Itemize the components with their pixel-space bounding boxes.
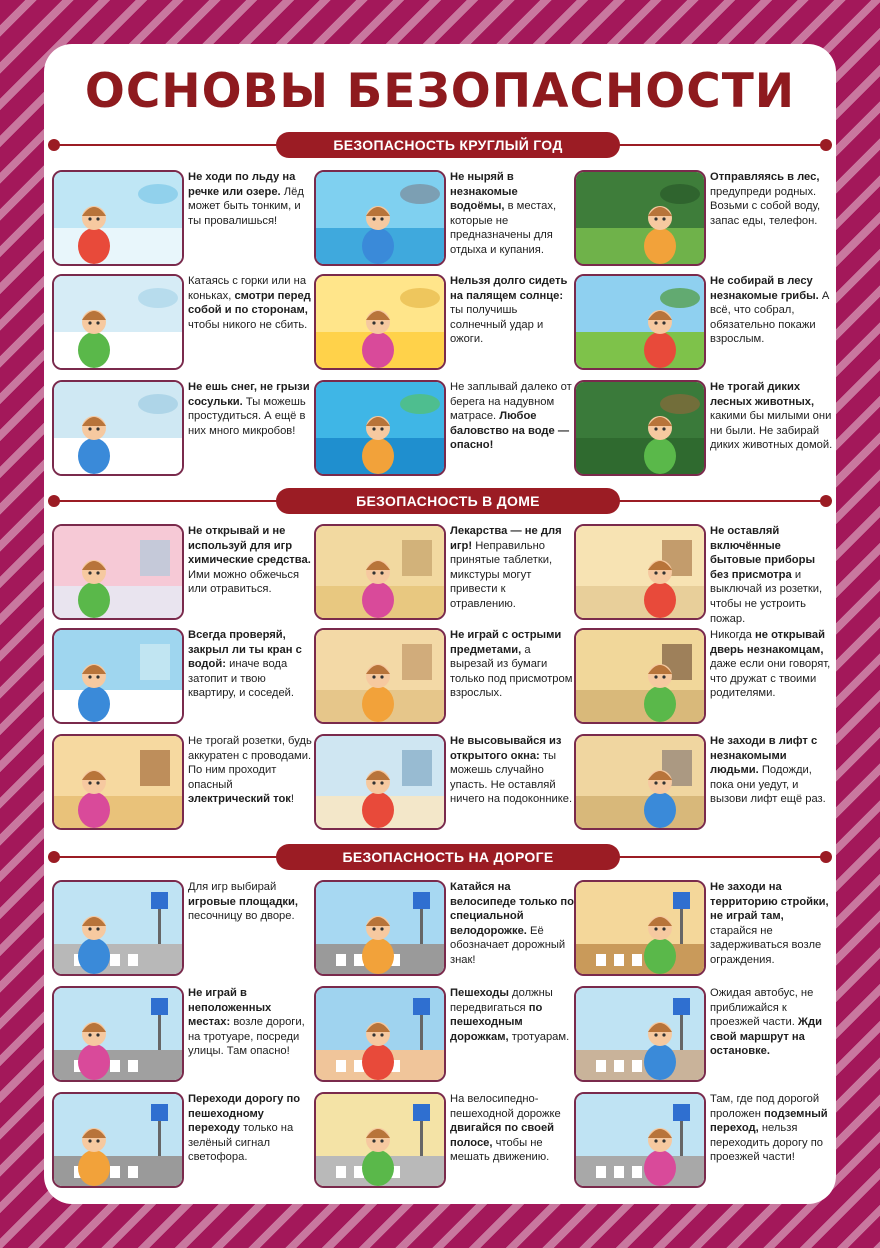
tip-text: [450, 274, 574, 347]
tip-text-bold: электрический ток: [188, 793, 291, 806]
tip-text: [450, 628, 574, 701]
tip-illustration: [314, 734, 446, 830]
safety-tip: [574, 734, 830, 830]
tip-illustration: [314, 170, 446, 266]
tip-text-regular: Ожидая автобус, не приближайся к проезжей части.: [710, 987, 814, 1029]
tip-text-bold: не открывай дверь незнакомцам,: [710, 629, 825, 656]
tip-text-regular: Ты можешь простудиться. А ещё в них много микробов!: [188, 395, 306, 437]
tip-text: [450, 880, 574, 968]
tip-text: [188, 524, 312, 597]
tip-text-bold: Не заходи на территорию стройки, не играй там,: [710, 881, 829, 923]
tip-text-bold: Жди свой маршрут на остановке.: [710, 1016, 822, 1058]
tip-text-regular: даже если они говорят, что дружат с твоими родителями.: [710, 658, 831, 700]
safety-tip: [52, 380, 308, 476]
tip-text-bold: Отправляясь в лес,: [710, 171, 820, 183]
safety-tip: [52, 1092, 308, 1188]
tip-text-bold: Не ныряй в незнакомые водоёмы,: [450, 171, 518, 213]
tip-text: [710, 986, 834, 1059]
tip-text-regular: Не трогай розетки, будь аккуратен с проводами. По ним проходит опасный: [188, 735, 312, 791]
tip-text: [450, 524, 574, 612]
tip-text-regular: какими бы милыми они ни были. Не забирай диких животных домой.: [710, 410, 833, 452]
tip-illustration: [314, 274, 446, 370]
tip-text-regular: Для игр выбирай: [188, 881, 277, 893]
tip-illustration: [52, 170, 184, 266]
safety-tip: [314, 274, 570, 370]
tip-text-regular: старайся не задерживаться возле ограждения.: [710, 924, 822, 966]
tip-text-regular: в местах, которые не предназначены для отдыха и купания.: [450, 200, 557, 256]
tip-text-bold: двигайся по своей полосе,: [450, 1122, 555, 1149]
tip-illustration: [52, 628, 184, 724]
tip-text-bold: Не ешь снег, не грызи сосульки.: [188, 381, 310, 408]
tip-text-bold: игровые площадки,: [188, 895, 299, 908]
tip-text-regular: возле дороги, на тротуаре, посреди улицы. Там опасно!: [188, 1016, 305, 1058]
tip-text-bold: Любое баловство на воде — опасно!: [450, 410, 570, 452]
poster-card: [44, 44, 836, 1204]
tip-text: [710, 524, 834, 626]
tip-illustration: [314, 1092, 446, 1188]
tip-text-bold: смотри перед собой и по сторонам,: [188, 289, 311, 317]
section-heading: [48, 488, 832, 514]
tip-text: [188, 880, 312, 924]
safety-tip: [574, 628, 830, 724]
tip-text: [188, 380, 312, 438]
tip-illustration: [574, 986, 706, 1082]
tip-illustration: [314, 524, 446, 620]
tip-text-regular: Её обозначает дорожный знак!: [450, 924, 566, 966]
tip-text-regular: чтобы не мешать движению.: [450, 1136, 550, 1164]
tip-text-regular: Ими можно обжечься или отравиться.: [188, 568, 300, 596]
tip-text-regular: предупреди родных. Возьми с собой воду, запас еды, телефон.: [710, 185, 821, 227]
tip-illustration: [574, 274, 706, 370]
tip-text-regular: На велосипедно-пешеходной дорожке: [450, 1093, 561, 1120]
tip-text-bold: Не играй в неположенных местах:: [188, 987, 272, 1029]
tip-text-bold: Всегда проверяй, закрыл ли ты кран с водой:: [188, 629, 302, 671]
tip-text-bold: Переходи дорогу по пешеходному переходу: [188, 1093, 301, 1135]
tip-text: [450, 1092, 574, 1165]
tip-text-bold: Пешеходы: [450, 987, 509, 999]
tip-text-regular: Неправильно принятые таблетки, микстуры могут привести к отравлению.: [450, 539, 553, 610]
tip-text-bold: Не ходи по льду на речке или озере.: [188, 171, 296, 198]
tip-text: [710, 380, 834, 453]
tip-illustration: [52, 986, 184, 1082]
tip-text-bold: Не играй с острыми предметами,: [450, 629, 562, 656]
tip-text: [450, 986, 574, 1044]
tip-text-regular: нельзя переходить дорогу по проезжей части!: [710, 1122, 824, 1164]
tip-illustration: [314, 986, 446, 1082]
tip-illustration: [574, 1092, 706, 1188]
tip-text-regular: Не заплывай далеко от берега на надувном матрасе.: [450, 381, 572, 423]
tip-text-bold: Не заходи в лифт с незнакомыми людьми.: [710, 735, 818, 777]
safety-tip: [314, 734, 573, 830]
tip-text: [710, 880, 834, 968]
tip-illustration: [574, 170, 706, 266]
tip-text-regular: Подожди, пока они уедут, и вызови лифт ещё раз.: [710, 764, 826, 806]
tip-text: [188, 1092, 312, 1165]
tip-illustration: [314, 628, 446, 724]
safety-tip: [574, 986, 830, 1082]
safety-tip: [314, 170, 570, 266]
tip-text: [450, 170, 574, 258]
tip-text: [450, 380, 574, 453]
page-title: ОСНОВЫ БЕЗОПАСНОСТИ: [84, 64, 796, 119]
safety-tip: [52, 524, 311, 620]
tip-illustration: [574, 524, 706, 620]
tip-text-bold: Лекарства — не для игр!: [450, 525, 562, 552]
tip-text-regular: песочницу во дворе.: [188, 910, 295, 923]
safety-tip: [314, 380, 570, 476]
tip-illustration: [52, 880, 184, 976]
safety-tip: [52, 986, 308, 1082]
tip-illustration: [52, 380, 184, 476]
tip-text: [188, 628, 312, 701]
tip-text: [710, 274, 834, 347]
tip-text: [450, 734, 574, 807]
safety-tip: [52, 274, 311, 370]
safety-tip: [574, 170, 830, 266]
tip-text: [710, 1092, 834, 1165]
safety-tip: [574, 1092, 830, 1188]
tip-illustration: [314, 380, 446, 476]
tip-text-regular: А всё, что собрал, обязательно покажи взрослым.: [710, 289, 830, 346]
tip-text-regular: Никогда: [710, 629, 756, 641]
tip-text-bold: Не высовывайся из открытого окна:: [450, 735, 562, 762]
tip-text-regular: ты можешь случайно упасть. Не оставляй ничего на подоконнике.: [450, 749, 573, 806]
safety-tip: [314, 628, 573, 724]
tip-text-regular: Там, где под дорогой проложен: [710, 1093, 820, 1120]
tip-text-regular: !: [290, 793, 294, 806]
tip-text-bold: Не оставляй включённые бытовые приборы без присмотра: [710, 525, 815, 581]
tip-text-regular: Катаясь с горки или на коньках,: [188, 275, 307, 302]
tip-text-regular: иначе вода затопит и твою квартиру, и соседей.: [188, 658, 295, 700]
tip-text: [710, 628, 834, 701]
section-title: БЕЗОПАСНОСТЬ НА ДОРОГЕ: [276, 844, 620, 870]
tip-text-regular: чтобы никого не сбить.: [188, 318, 308, 331]
tip-illustration: [52, 734, 184, 830]
tip-text-regular: только на зелёный сигнал светофора.: [188, 1122, 294, 1164]
tip-text-bold: Не трогай диких лесных животных,: [710, 381, 815, 408]
tip-illustration: [314, 880, 446, 976]
safety-tip: [574, 274, 830, 370]
section-heading: [48, 844, 832, 870]
section-heading: [48, 132, 832, 158]
section-title: БЕЗОПАСНОСТЬ КРУГЛЫЙ ГОД: [276, 132, 620, 158]
tip-illustration: [574, 734, 706, 830]
tip-text-bold: Катайся на велосипеде только по специальной велодорожке.: [450, 881, 574, 937]
safety-tip: [574, 880, 830, 976]
tip-illustration: [574, 380, 706, 476]
section-title: БЕЗОПАСНОСТЬ В ДОМЕ: [276, 488, 620, 514]
tip-text-bold: по пешеходным дорожкам,: [450, 1001, 543, 1043]
tip-text-regular: а вырезай из бумаги только под присмотром взрослых.: [450, 643, 573, 700]
tip-text-bold: Не собирай в лесу незнакомые грибы.: [710, 275, 819, 302]
tip-text-regular: должны передвигаться: [450, 987, 553, 1014]
safety-tip: [314, 880, 574, 976]
tip-illustration: [52, 524, 184, 620]
safety-tip: [574, 380, 833, 476]
safety-tip: [52, 734, 312, 830]
tip-illustration: [574, 628, 706, 724]
tip-text: [188, 986, 312, 1059]
tip-text-regular: ты получишь солнечный удар и ожоги.: [450, 304, 544, 346]
tip-illustration: [52, 1092, 184, 1188]
tip-text: [188, 170, 312, 228]
tip-illustration: [52, 274, 184, 370]
tip-text: [188, 274, 312, 332]
safety-tip: [52, 628, 308, 724]
safety-tip: [52, 170, 308, 266]
tip-text-regular: и выключай из розетки, чтобы не устроить пожар.: [710, 568, 823, 625]
tip-text-bold: Не открывай и не используй для игр химические средства.: [188, 525, 311, 567]
tip-text-regular: тротуарам.: [508, 1030, 570, 1043]
safety-tip: [574, 524, 830, 625]
tip-text-regular: Лёд может быть тонким, и ты провалишься!: [188, 185, 304, 227]
tip-text: [188, 734, 312, 807]
tip-text-bold: подземный переход,: [710, 1107, 828, 1135]
safety-tip: [314, 1092, 570, 1188]
tip-text: [710, 734, 834, 807]
safety-tip: [52, 880, 308, 976]
tip-illustration: [574, 880, 706, 976]
tip-text: [710, 170, 834, 228]
safety-tip: [314, 986, 570, 1082]
safety-tip: [314, 524, 570, 620]
tip-text-bold: Нельзя долго сидеть на палящем солнце:: [450, 275, 568, 302]
